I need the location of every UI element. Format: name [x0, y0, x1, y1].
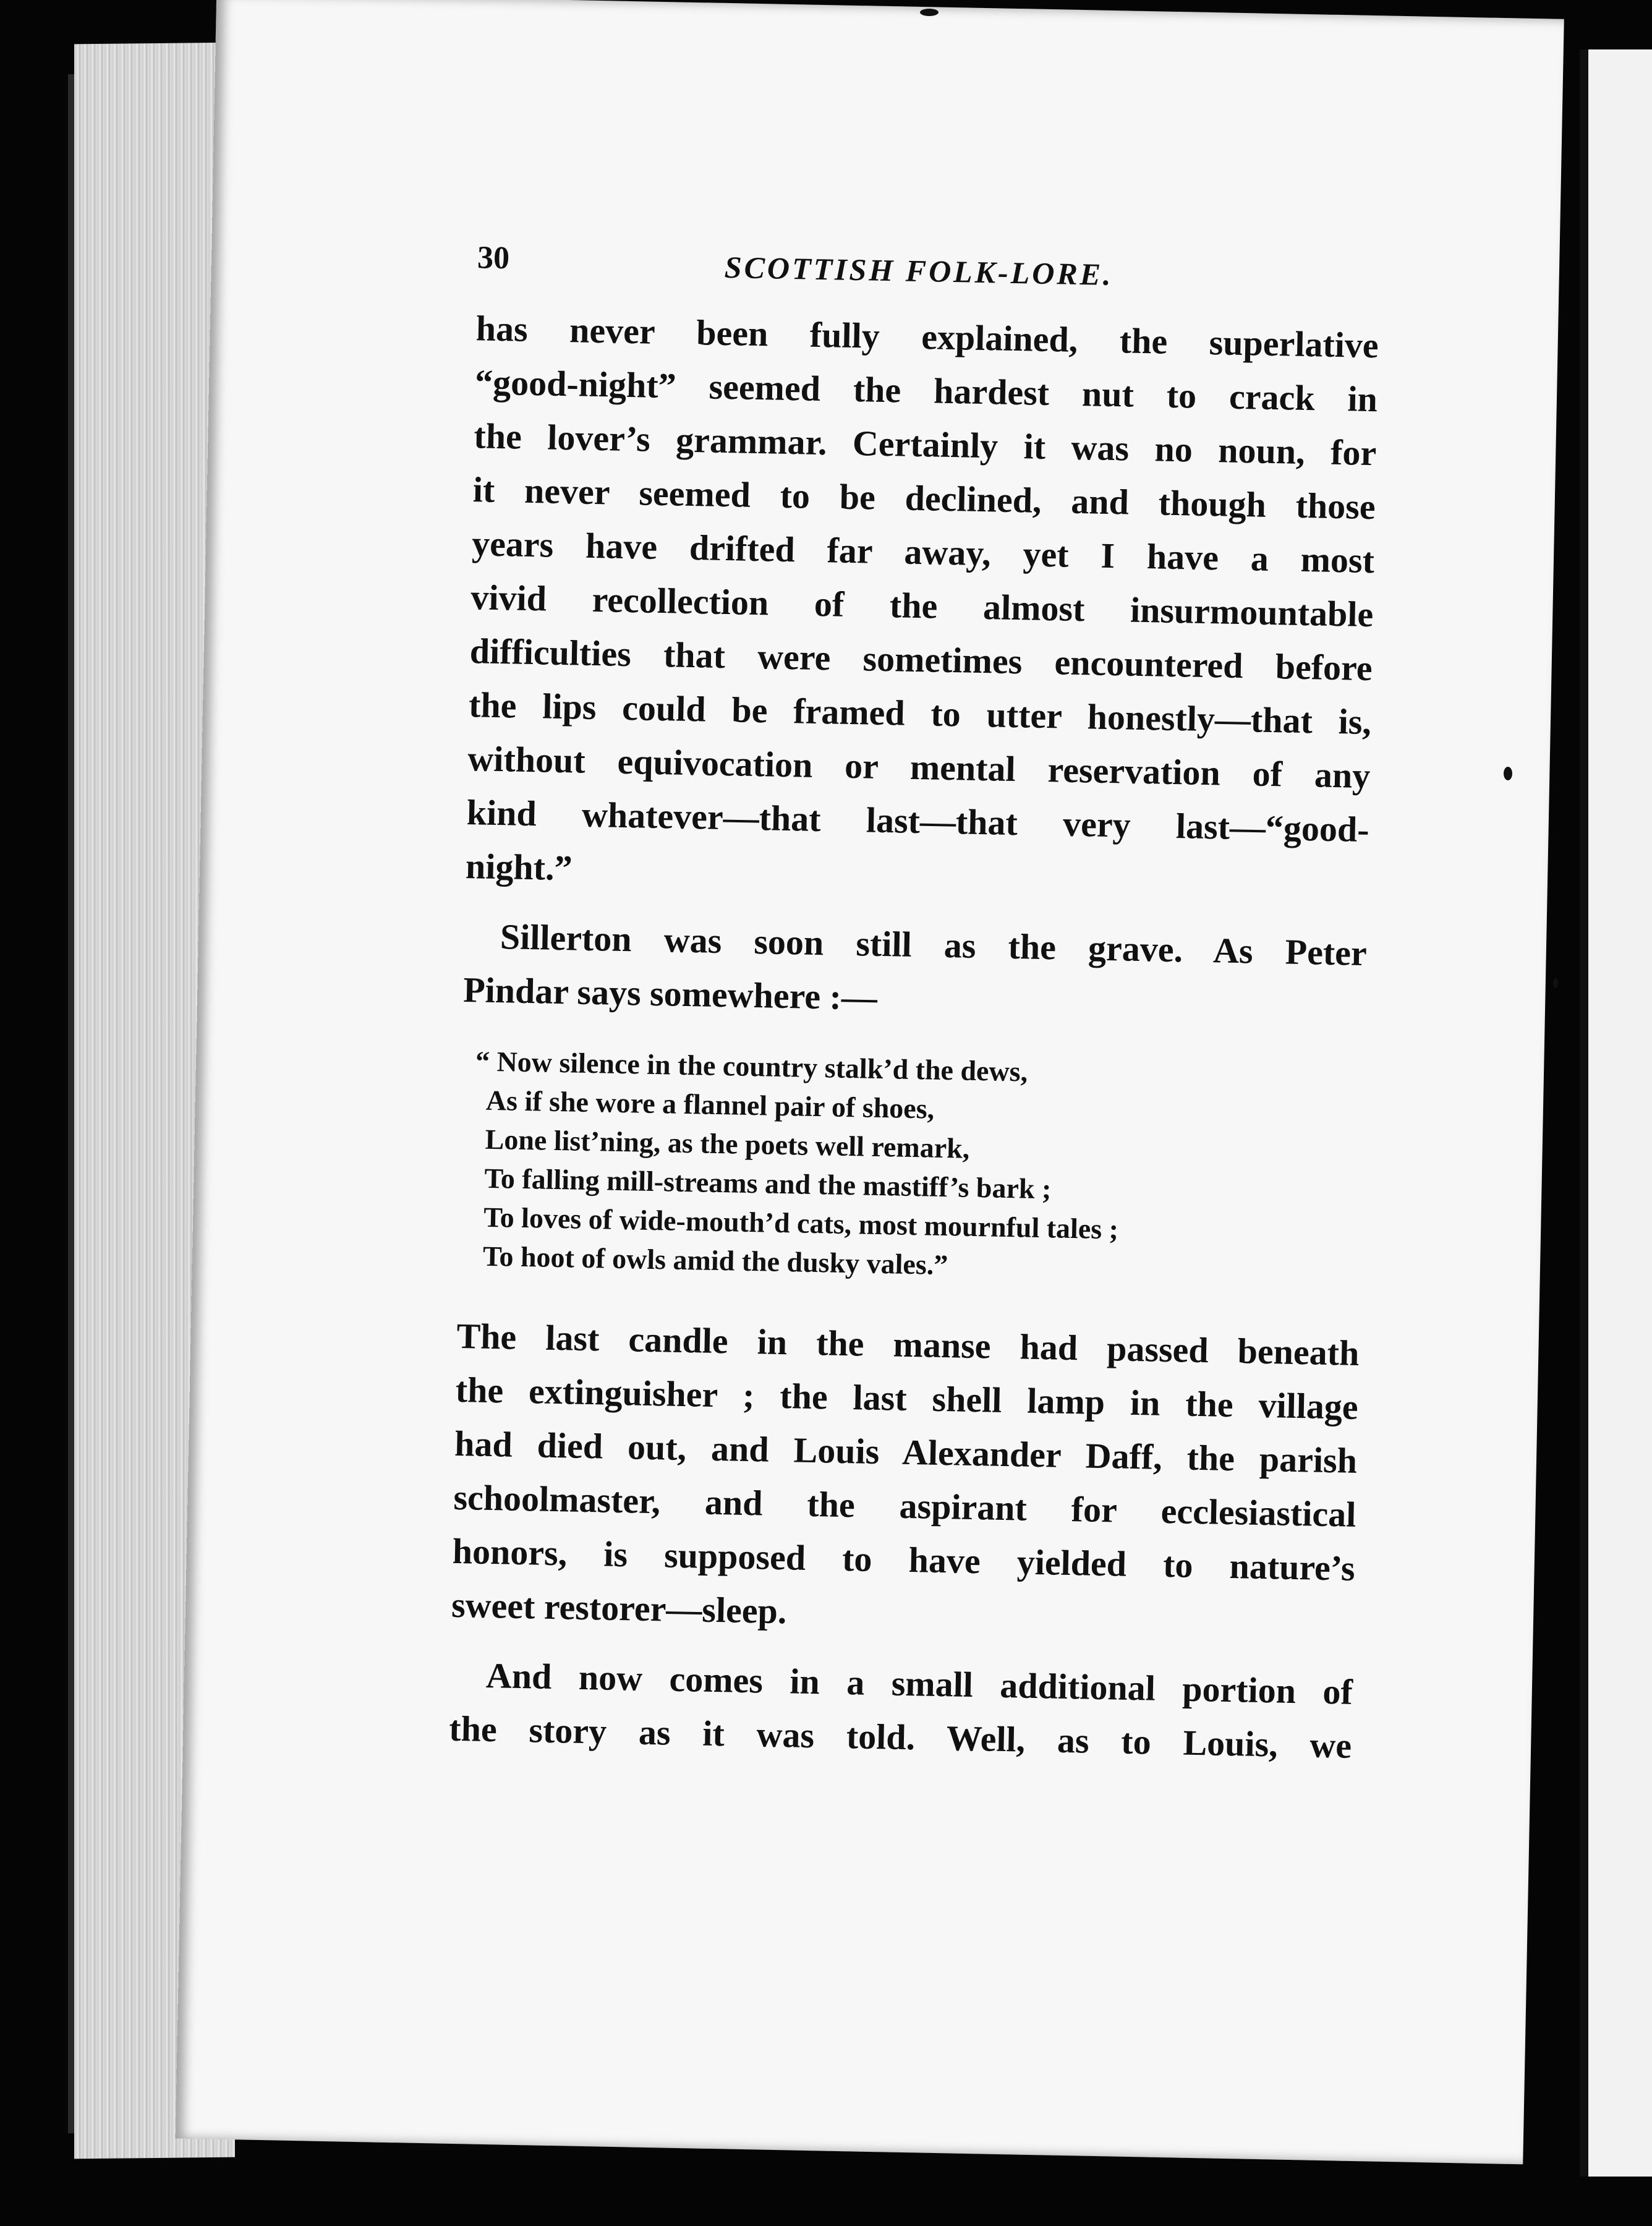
paragraph — [449, 1648, 1353, 1773]
paragraph — [451, 1309, 1360, 1649]
verse-line: To falling mill-streams and the mastiff’s bark ; — [484, 1162, 1052, 1205]
text-line: “good-night” seemed the hardest nut to crack in — [474, 362, 1378, 420]
text-line: has never been fully explained, the superlative — [475, 308, 1379, 366]
text-line: sweet restorer—sleep. — [451, 1584, 787, 1632]
scan-speck — [1553, 978, 1558, 988]
text-line: honors, is supposed to have yielded to nature’s — [452, 1530, 1356, 1588]
text-line: the extinguisher ; the last shell lamp in the village — [455, 1369, 1359, 1427]
page-header-title: SCOTTISH FOLK-LORE. — [724, 249, 1114, 292]
text-line: vivid recollection of the almost insurmountable — [470, 577, 1374, 635]
text-line: it never seemed to be declined, and though those — [472, 469, 1376, 527]
verse-line: To hoot of owls amid the dusky vales.” — [482, 1240, 948, 1281]
facing-page-edge — [1580, 49, 1652, 2177]
text-line: years have drifted far away, yet I have a most — [471, 523, 1375, 581]
text-line: schoolmaster, and the aspirant for ecclesiastical — [453, 1477, 1356, 1535]
verse-line: “ Now silence in the country stalk’d the dews, — [475, 1045, 1028, 1088]
text-line: difficulties that were sometimes encountered before — [469, 631, 1373, 689]
text-line: had died out, and Louis Alexander Daff, the parish — [454, 1423, 1358, 1481]
verse-line: To loves of wide-mouth’d cats, most mournful tales ; — [483, 1201, 1119, 1245]
text-line: the lips could be framed to utter honestly—that is, — [468, 684, 1372, 743]
text-line: night.” — [465, 846, 573, 889]
text-line: kind whatever—that last—that very last—“good- — [466, 792, 1370, 850]
text-line: Sillerton was soon still as the grave. As Peter — [500, 916, 1368, 974]
paragraph — [465, 301, 1379, 910]
page-number: 30 — [477, 240, 510, 276]
verse-quotation — [458, 1041, 1365, 1292]
text-line: the story as it was told. Well, as to Louis, we — [448, 1708, 1352, 1766]
scan-speck — [920, 9, 939, 16]
verse-line: As if she wore a flannel pair of shoes, — [485, 1084, 935, 1125]
text-line: The last candle in the manse had passed beneath — [456, 1315, 1360, 1373]
page-text-block — [449, 239, 1381, 1773]
text-line: And now comes in a small additional portion of — [485, 1655, 1353, 1712]
verse-line: Lone list’ning, as the poets well remark, — [485, 1123, 970, 1164]
book-page — [176, 0, 1564, 2164]
paragraph — [463, 909, 1368, 1034]
text-line: Pindar says somewhere :— — [462, 970, 878, 1018]
text-line: without equivocation or mental reservation of any — [467, 738, 1371, 796]
text-line: the lover’s grammar. Certainly it was no noun, for — [473, 416, 1377, 474]
scan-speck — [1504, 767, 1512, 780]
